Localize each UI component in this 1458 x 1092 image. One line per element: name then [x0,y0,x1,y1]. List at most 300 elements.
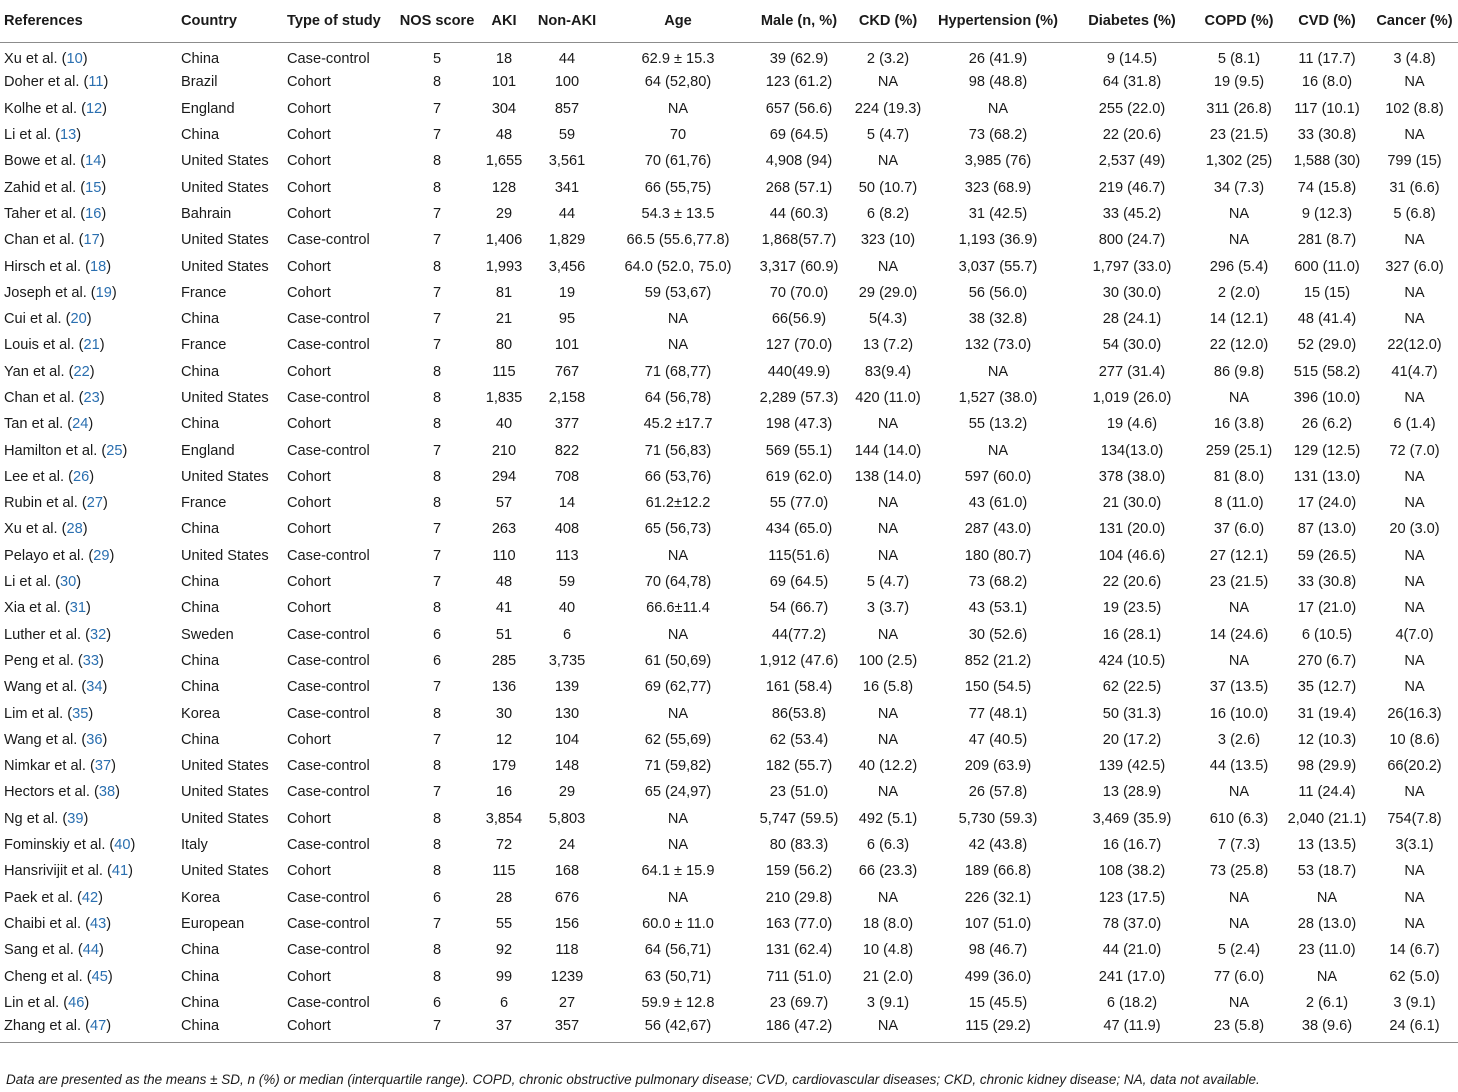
table-cell: 78 (37.0) [1102,915,1162,932]
table-cell: Case-control [287,942,370,959]
reference-link[interactable]: 15 [85,179,102,196]
table-cell: 19 (23.5) [1102,600,1162,617]
table-cell: 23 (51.0) [769,784,829,801]
table-cell: Case-control [287,51,370,68]
reference-link[interactable]: 46 [68,994,85,1011]
reference-author: Bowe et al. ( [4,153,86,170]
reference-link[interactable]: 25 [106,442,123,459]
table-cell: 6 [432,626,442,643]
table-cell: 1,912 (47.6) [759,652,839,669]
table-cell: 3(3.1) [1395,837,1434,854]
table-cell: 30 (30.0) [1102,284,1162,301]
reference-cell [0,806,177,832]
table-cell: 8 [432,153,442,170]
table-cell: 3,456 [548,258,586,275]
reference-link[interactable]: 38 [98,784,116,801]
table-cell: 294 [491,468,517,485]
reference-close-paren: ) [106,626,112,643]
table-cell: 3,854 [485,810,523,827]
reference-link[interactable]: 14 [85,153,102,170]
table-cell: 7 [432,731,442,748]
table-cell: NA [877,889,899,906]
table-cell: 8 [432,810,442,827]
table-cell: 8 [432,179,442,196]
table-cell: 132 (73.0) [964,337,1032,354]
reference-link[interactable]: 20 [70,311,87,328]
reference-close-paren: ) [101,179,107,196]
table-cell: 33 (45.2) [1102,205,1162,222]
table-cell: 33 (30.8) [1297,574,1357,591]
table-cell: Cohort [287,495,331,512]
table-cell: NA [667,889,689,906]
table-footnote: Data are presented as the means ± SD, n (%) or median (interquartile range). COPD, chronic obstructive pulmonary disease; CVD, cardiovascular diseases; CKD, chronic kidney disease; NA, data not available. [6,1072,1260,1087]
table-cell: 9 (12.3) [1301,205,1353,222]
reference-author: Hansrivijit et al. ( [4,863,112,880]
table-cell: 29 [495,205,513,222]
table-cell: 11 (24.4) [1298,784,1356,801]
reference-link[interactable]: 27 [86,495,103,512]
table-cell: NA [1316,968,1338,985]
table-cell: 81 [495,284,513,301]
table-cell: 148 [554,758,580,775]
table-cell: 341 [554,179,580,196]
table-row [0,306,1458,332]
table-cell: NA [1404,74,1425,91]
reference-close-paren: ) [106,1018,112,1035]
reference-link[interactable]: 33 [82,652,99,669]
table-cell: 134(13.0) [1100,442,1164,459]
table-row [0,832,1458,858]
table-cell: 66.5 (55.6,77.8) [626,232,730,249]
reference-link[interactable]: 18 [89,258,107,275]
table-cell: 7 [432,442,442,459]
table-cell: 127 (70.0) [765,337,833,354]
table-cell: 619 (62.0) [765,468,833,485]
table-row [0,227,1458,253]
reference-author: Nimkar et al. ( [4,758,95,775]
table-cell: 12 (10.3) [1297,731,1357,748]
table-cell: Cohort [287,574,331,591]
table-cell: NA [849,1016,927,1043]
reference-close-paren: ) [130,837,136,854]
table-cell: NA [1404,127,1425,144]
reference-link[interactable]: 12 [85,100,103,117]
table-cell: 44 [558,205,576,222]
table-cell: 2 (6.1) [1305,994,1349,1011]
column-header: NOS score [393,0,481,43]
table-cell: Cohort [287,284,331,301]
table-cell: 676 [554,889,580,906]
table-cell: 23 (69.7) [769,994,829,1011]
reference-close-paren: ) [89,363,95,380]
table-cell: 7 [393,1016,481,1043]
table-cell: 100 [554,74,580,91]
reference-link[interactable]: 35 [72,705,89,722]
table-cell: Cohort [287,258,331,275]
table-cell: NA [1228,915,1250,932]
table-cell: 7 [432,205,442,222]
table-cell: NA [1404,574,1425,591]
table-body [0,43,1458,1043]
table-cell: NA [667,337,689,354]
table-cell: 66(56.9) [771,311,827,328]
table-cell: 35 (12.7) [1297,679,1357,696]
table-cell: 51 [495,626,513,643]
table-cell: 102 (8.8) [1385,100,1444,117]
reference-author: Xu et al. ( [4,521,67,538]
table-cell: China [181,994,220,1011]
table-cell: France [181,337,227,354]
table-cell: NA [877,626,899,643]
table-cell: 43 (61.0) [968,495,1028,512]
table-cell: NA [1404,547,1425,564]
table-cell: NA [1316,889,1338,906]
column-header: Country [177,0,283,43]
reference-link[interactable]: 24 [72,416,89,433]
reference-cell [0,359,177,385]
reference-close-paren: ) [102,731,108,748]
table-cell: NA [1404,889,1425,906]
table-cell: 47 (11.9) [1069,1016,1195,1043]
table-cell: 13 (7.2) [862,337,914,354]
table-cell: 852 (21.2) [964,652,1032,669]
table-cell: 65 (24,97) [644,784,712,801]
table-cell: 66.6±11.4 [646,600,710,617]
reference-author: Zhang et al. ( [4,1018,90,1035]
table-cell: 98 (46.7) [968,942,1028,959]
table-cell: 59.9 ± 12.8 [641,994,715,1011]
table-cell: 754(7.8) [1387,810,1442,827]
reference-cell [0,700,177,726]
reference-author: Xia et al. ( [4,600,70,617]
reference-cell [0,885,177,911]
reference-link[interactable]: 32 [90,626,107,643]
table-cell: 26(16.3) [1387,705,1442,722]
table-cell: 5,747 (59.5) [759,810,839,827]
table-cell: 281 (8.7) [1297,232,1357,249]
table-row [0,753,1458,779]
table-cell: United States [181,390,269,406]
table-cell: 8 [432,416,442,433]
table-cell: NA [667,837,689,854]
table-cell: 73 (68.2) [968,127,1028,144]
table-cell: 24 [558,837,576,854]
table-cell: 44 [558,51,576,68]
reference-link[interactable]: 21 [83,337,100,354]
table-cell: 22 (20.6) [1102,127,1162,144]
table-cell: NA [1404,863,1425,880]
table-cell: 27 [558,994,576,1011]
table-cell: 168 [554,863,580,880]
table-row [0,674,1458,700]
reference-close-paren: ) [109,547,115,564]
reference-close-paren: ) [128,863,133,880]
reference-link[interactable]: 29 [93,547,110,564]
table-cell: 65 (56,73) [644,521,712,538]
table-cell: 62.9 ± 15.3 [641,51,715,68]
reference-link[interactable]: 36 [86,731,103,748]
table-row [0,253,1458,279]
reference-cell [0,516,177,542]
table-cell: 408 [554,521,580,538]
table-cell: Italy [181,837,208,854]
table-cell: 323 (10) [860,232,916,249]
table-cell: 357 [527,1016,607,1043]
table-cell: 9 (14.5) [1106,51,1158,68]
reference-link[interactable]: 43 [89,915,107,932]
reference-author: Tan et al. ( [4,416,73,433]
reference-close-paren: ) [82,521,88,538]
reference-link[interactable]: 28 [66,521,83,538]
table-cell: 92 [495,942,513,959]
table-cell: United States [181,153,269,170]
reference-link[interactable]: 23 [83,390,100,406]
table-cell: 83(9.4) [864,363,912,380]
column-header: COPD (%) [1195,0,1283,43]
table-cell: 1,406 [485,232,523,249]
reference-author: Li et al. ( [4,574,60,591]
reference-close-paren: ) [102,100,108,117]
table-cell: NA [1404,679,1425,696]
table-cell: 277 (31.4) [1098,363,1166,380]
table-cell: 24 (6.1) [1371,1016,1458,1043]
reference-cell [0,727,177,753]
table-cell: China [181,311,220,328]
reference-author: Ng et al. ( [4,810,68,827]
reference-link[interactable]: 34 [86,679,103,696]
table-row [0,622,1458,648]
table-cell: 64 (52,80) [644,74,712,91]
table-cell: 55 (77.0) [769,495,829,512]
reference-link[interactable]: 10 [66,51,83,68]
table-cell: 98 (29.9) [1297,758,1357,775]
table-cell: 48 [495,574,513,591]
reference-link[interactable]: 47 [90,1018,107,1035]
table-cell: 268 (57.1) [765,179,833,196]
table-cell: 1,835 [485,390,523,406]
table-cell: 161 (58.4) [765,679,833,696]
table-cell: 23 (5.8) [1195,1016,1283,1043]
table-cell: 4(7.0) [1395,626,1434,643]
reference-author: Fominskiy et al. ( [4,837,115,854]
table-cell: 77 (6.0) [1213,968,1265,985]
table-row [0,122,1458,148]
reference-link[interactable]: 40 [114,837,131,854]
table-cell: 8 [432,495,442,512]
reference-link[interactable]: 26 [72,468,90,485]
reference-cell [0,622,177,648]
table-cell: 21 [495,311,513,328]
table-cell: NA [1404,784,1425,801]
table-cell: 64 (56,71) [644,942,712,959]
table-cell: 28 [495,889,513,906]
table-cell: 16 (10.0) [1209,705,1269,722]
table-cell: 7 [432,915,442,932]
reference-cell [0,543,177,569]
reference-author: Lim et al. ( [4,705,73,722]
table-cell: 610 (6.3) [1209,810,1269,827]
table-cell: NA [1228,652,1250,669]
reference-cell [0,411,177,437]
reference-author: Hirsch et al. ( [4,258,90,275]
reference-link[interactable]: 45 [91,968,108,985]
table-cell: 64 (56,78) [644,390,712,406]
reference-link[interactable]: 39 [67,810,84,827]
table-cell: 54 (30.0) [1102,337,1162,354]
table-cell: 23 (21.5) [1209,127,1269,144]
table-cell: Cohort [287,468,331,485]
table-cell: 123 (17.5) [1098,889,1166,906]
table-cell: 87 (13.0) [1297,521,1357,538]
table-cell: NA [1228,390,1250,406]
table-cell: NA [1228,784,1250,801]
reference-link[interactable]: 17 [83,232,100,249]
table-cell: 14 (6.7) [1389,942,1440,959]
table-cell: United States [181,468,269,485]
table-row [0,963,1458,989]
table-cell: Brazil [181,74,218,91]
table-cell: 16 (28.1) [1102,626,1162,643]
table-cell: 44 (21.0) [1102,942,1162,959]
table-cell: 72 (7.0) [1389,442,1440,459]
table-cell: 800 (24.7) [1098,232,1166,249]
table-cell: NA [987,442,1009,459]
table-cell: 5(4.3) [868,311,908,328]
table-cell: 7 [432,574,442,591]
table-cell: 6 (10.5) [1301,626,1353,643]
table-cell: 12 [495,731,513,748]
reference-author: Wang et al. ( [4,731,87,748]
table-cell: 1,829 [548,232,586,249]
reference-link[interactable]: 37 [94,758,112,775]
reference-link[interactable]: 44 [82,942,99,959]
table-cell: 822 [554,442,580,459]
table-cell: 7 [432,232,442,249]
reference-close-paren: ) [98,652,104,669]
reference-link[interactable]: 42 [81,889,99,906]
table-cell: 37 [481,1016,527,1043]
table-cell: 115 (29.2) [927,1016,1069,1043]
reference-close-paren: ) [83,810,89,827]
table-cell: NA [1228,994,1250,1011]
table-cell: 16 (16.7) [1102,837,1162,854]
table-cell: 66(20.2) [1387,758,1442,775]
table-cell: 23 (21.5) [1209,574,1269,591]
table-cell: Case-control [287,547,370,564]
table-cell: 209 (63.9) [964,758,1032,775]
table-row [0,779,1458,805]
reference-close-paren: ) [115,784,120,801]
table-cell: 210 (29.8) [765,889,833,906]
table-cell: 1,797 (33.0) [1092,258,1172,275]
table-cell: 657 (56.6) [765,100,833,117]
table-cell: 189 (66.8) [964,863,1032,880]
table-cell: 62 (55,69) [644,731,712,748]
reference-cell [0,753,177,779]
reference-cell [0,174,177,200]
reference-author: Li et al. ( [4,127,60,144]
reference-link[interactable]: 31 [69,600,86,617]
table-cell: Cohort [287,810,331,827]
table-cell: 61 (50,69) [644,652,712,669]
table-cell: NA [877,705,899,722]
table-cell: 31 (42.5) [968,205,1028,222]
table-cell: 5,730 (59.3) [958,810,1038,827]
table-cell: NA [877,521,899,538]
table-cell: 104 [554,731,580,748]
table-cell: 101 [491,74,517,91]
table-cell: NA [877,74,899,91]
table-cell: NA [667,311,689,328]
table-cell: United States [181,810,269,827]
table-cell: China [181,127,220,144]
table-cell: 2,040 (21.1) [1287,810,1367,827]
table-cell: 515 (58.2) [1293,363,1361,380]
table-cell: 327 (6.0) [1385,258,1444,275]
table-cell: 52 (29.0) [1297,337,1357,354]
table-cell: 8 [432,758,442,775]
table-cell: NA [987,363,1009,380]
reference-author: Cui et al. ( [4,311,71,328]
table-cell: 377 [554,416,580,433]
table-cell: Cohort [287,731,331,748]
table-row [0,69,1458,95]
reference-cell [0,69,177,95]
reference-cell [0,227,177,253]
table-cell: 799 (15) [1387,153,1442,170]
table-cell: 6 (18.2) [1106,994,1158,1011]
reference-close-paren: ) [99,232,105,249]
reference-link[interactable]: 22 [73,363,90,380]
reference-close-paren: ) [89,468,95,485]
table-row [0,174,1458,200]
reference-link[interactable]: 11 [88,74,104,91]
reference-link[interactable]: 41 [111,863,129,880]
table-row [0,543,1458,569]
table-cell: China [181,574,220,591]
table-cell: 6 [432,889,442,906]
reference-close-paren: ) [76,127,82,144]
table-cell: 8 [432,363,442,380]
reference-cell [0,43,177,70]
table-cell: 440(49.9) [767,363,831,380]
table-cell: 226 (32.1) [964,889,1032,906]
table-cell: 8 [432,258,442,275]
reference-link[interactable]: 30 [59,574,77,591]
table-cell: 8 [432,837,442,854]
reference-author: Chan et al. ( [4,232,84,249]
reference-cell [0,490,177,516]
table-row [0,490,1458,516]
reference-link[interactable]: 19 [95,284,112,301]
table-cell: China [181,600,220,617]
table-cell: Case-control [287,442,370,459]
table-cell: 69 (62,77) [644,679,712,696]
table-cell: 55 (13.2) [968,416,1028,433]
reference-link[interactable]: 16 [85,205,102,222]
table-cell: 70 (61,76) [644,153,712,170]
table-cell: 118 [555,942,579,959]
reference-author: Pelayo et al. ( [4,547,94,564]
reference-cell [0,674,177,700]
table-cell: NA [667,547,689,564]
table-cell: Case-control [287,232,370,249]
reference-link[interactable]: 13 [59,127,77,144]
table-header [0,0,1458,43]
table-cell: 26 (57.8) [968,784,1028,801]
column-header: CVD (%) [1283,0,1371,43]
table-cell: NA [1404,915,1425,932]
